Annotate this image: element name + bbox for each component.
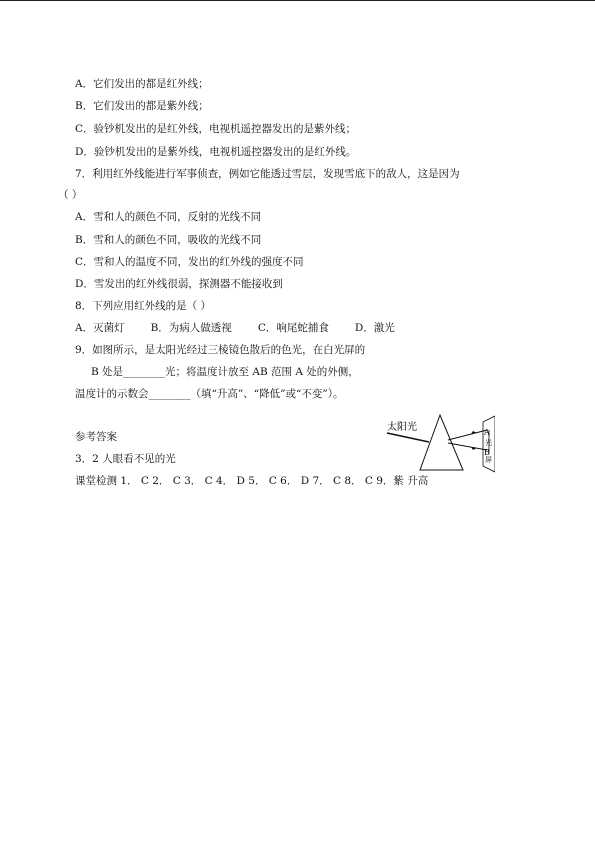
q9-line-1: 9．如图所示，是太阳光经过三棱镜色散后的色光，在白光屏的	[75, 344, 366, 356]
page-top-border	[0, 0, 595, 1]
screen-label-1: 光	[485, 439, 492, 447]
q7-option-b: B．雪和人的颜色不同，吸收的光线不同	[75, 234, 262, 246]
q6-option-d: D．验钞机发出的是紫外线，电视机遥控器发出的是红外线。	[75, 146, 357, 158]
label-a: A	[484, 428, 490, 437]
q8-option-c: C．响尾蛇捕食	[257, 322, 329, 334]
q6-option-a: A．它们发出的都是红外线；	[75, 78, 209, 90]
q7-stem: 7．利用红外线能进行军事侦查，例如它能透过雪层，发现雪底下的敌人，这是因为	[75, 168, 460, 180]
screen-label-2: 屏	[485, 456, 492, 464]
q8-stem: 8．下列应用红外线的是（ ）	[75, 300, 212, 312]
sunlight-label: 太阳光	[387, 422, 417, 433]
q7-option-d: D．雪发出的红外线很弱，探测器不能接收到	[75, 278, 283, 290]
q7-answer-bracket: （ ）	[58, 189, 83, 201]
ray-a	[448, 430, 487, 440]
prism-dispersion-diagram	[385, 410, 495, 475]
q7-option-c: C．雪和人的温度不同，发出的红外线的强度不同	[75, 256, 304, 268]
q9-line-3: 温度计的示数会________（填“升高”、“降低”或“不变”）。	[75, 388, 344, 400]
prism-shape	[420, 415, 463, 470]
q6-option-b: B．它们发出的都是紫外线；	[75, 100, 209, 112]
q8-option-d: D．激光	[354, 322, 395, 334]
q6-option-c: C．验钞机发出的是红外线，电视机遥控器发出的是紫外线；	[75, 123, 357, 135]
q8-option-a: A．灭菌灯	[75, 322, 125, 334]
q9-line-2: B 处是________光；将温度计放至 AB 范围 A 处的外侧，	[91, 366, 359, 378]
answers-section: 3．2 人眼看不见的光	[75, 453, 176, 465]
answers-title: 参考答案	[75, 431, 117, 443]
answers-line: 课堂检测 1． C 2． C 3． C 4． D 5． C 6． D 7． C 8． C 9．紫 升高	[75, 475, 429, 487]
q8-option-b: B．为病人做透视	[150, 322, 232, 334]
q8-options	[75, 321, 395, 335]
incident-ray	[387, 433, 429, 442]
q7-option-a: A．雪和人的颜色不同，反射的光线不同	[75, 211, 262, 223]
label-b: B	[484, 448, 490, 457]
